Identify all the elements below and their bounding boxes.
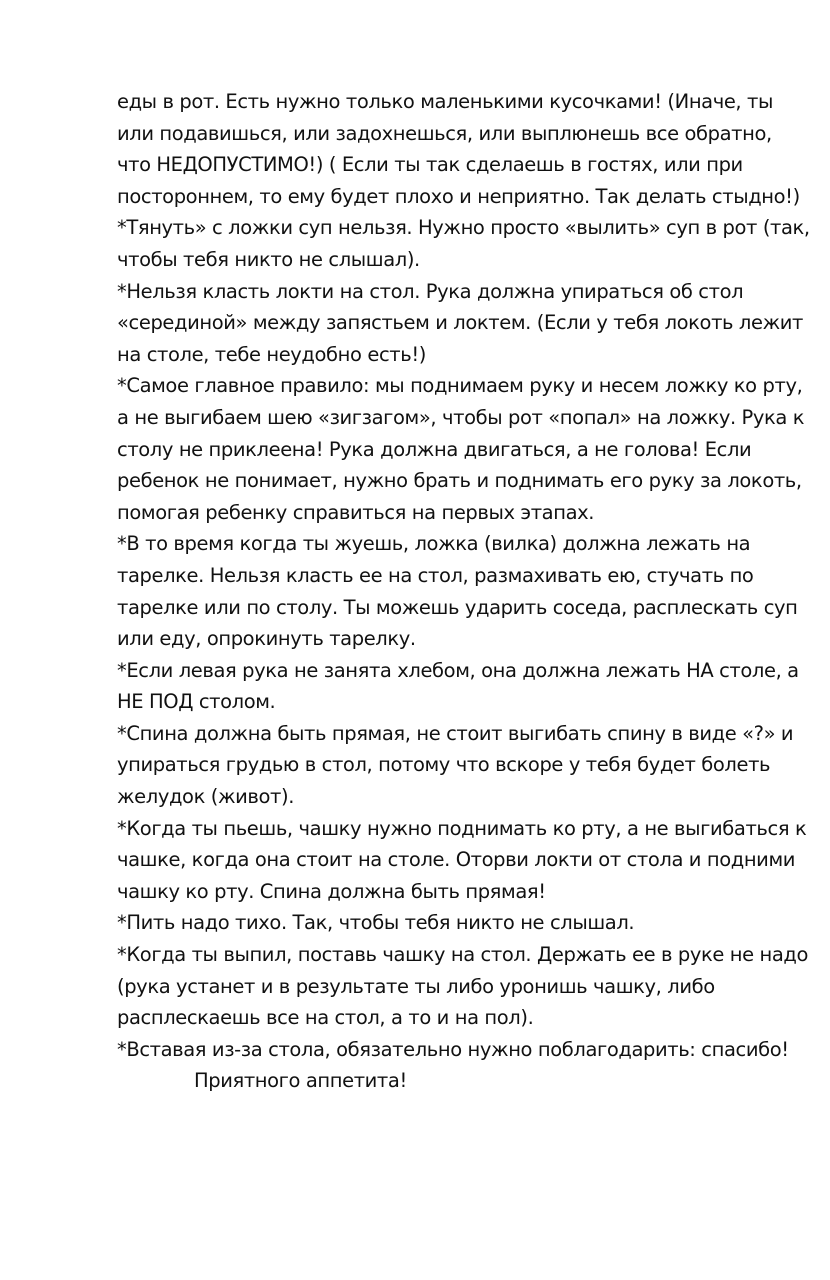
text-line: постороннем, то ему будет плохо и неприятно. Так делать стыдно!) bbox=[117, 184, 800, 208]
text-line: помогая ребенку справиться на первых этапах. bbox=[117, 500, 595, 524]
text-line: желудок (живот). bbox=[117, 785, 294, 809]
text-line: чтобы тебя никто не слышал). bbox=[117, 247, 420, 271]
text-line: что НЕДОПУСТИМО!) ( Если ты так сделаешь в гостях, или при bbox=[117, 153, 743, 177]
text-line: НЕ ПОД столом. bbox=[117, 690, 276, 714]
text-line: *В то время когда ты жуешь, ложка (вилка) должна лежать на bbox=[117, 532, 751, 556]
text-line: *Вставая из-за стола, обязательно нужно поблагодарить: спасибо! bbox=[117, 1037, 789, 1061]
text-line: *Спина должна быть прямая, не стоит выгибать спину в виде «?» и bbox=[117, 721, 794, 745]
text-line: *Тянуть» с ложки суп нельзя. Нужно просто «вылить» суп в рот (так, bbox=[117, 216, 810, 240]
text-line: чашке, когда она стоит на столе. Оторви локти от стола и подними bbox=[117, 848, 796, 872]
text-line: расплескаешь все на стол, а то и на пол). bbox=[117, 1006, 534, 1030]
text-line: ребенок не понимает, нужно брать и поднимать его руку за локоть, bbox=[117, 469, 802, 493]
text-line: или подавишься, или задохнешься, или выплюнешь все обратно, bbox=[117, 121, 772, 145]
text-line: а не выгибаем шею «зигзагом», чтобы рот «попал» на ложку. Рука к bbox=[117, 405, 805, 429]
text-line: (рука устанет и в результате ты либо уронишь чашку, либо bbox=[117, 974, 715, 998]
text-line: *Когда ты выпил, поставь чашку на стол. Держать ее в руке не надо bbox=[117, 943, 809, 967]
text-line: тарелке. Нельзя класть ее на стол, размахивать ею, стучать по bbox=[117, 563, 754, 587]
text-line: на столе, тебе неудобно есть!) bbox=[117, 342, 426, 366]
text-line: *Пить надо тихо. Так, чтобы тебя никто не слышал. bbox=[117, 911, 635, 935]
text-line: или еду, опрокинуть тарелку. bbox=[117, 627, 416, 651]
text-line: *Самое главное правило: мы поднимаем руку и несем ложку ко рту, bbox=[117, 374, 803, 398]
text-line: упираться грудью в стол, потому что вскоре у тебя будет болеть bbox=[117, 753, 771, 777]
text-line: столу не приклеена! Рука должна двигаться, а не голова! Если bbox=[117, 437, 752, 461]
text-line: *Нельзя класть локти на стол. Рука должна упираться об стол bbox=[117, 279, 744, 303]
text-line: чашку ко рту. Спина должна быть прямая! bbox=[117, 879, 546, 903]
text-line: *Когда ты пьешь, чашку нужно поднимать ко рту, а не выгибаться к bbox=[117, 816, 807, 840]
body-text bbox=[117, 86, 810, 1097]
text-line: «серединой» между запястьем и локтем. (Если у тебя локоть лежит bbox=[117, 311, 803, 335]
text-line: еды в рот. Есть нужно только маленькими кусочками! (Иначе, ты bbox=[117, 90, 773, 113]
closing-line: Приятного аппетита! bbox=[194, 1069, 407, 1093]
text-line: *Если левая рука не занята хлебом, она должна лежать НА столе, а bbox=[117, 658, 799, 682]
text-line: тарелке или по столу. Ты можешь ударить соседа, расплескать суп bbox=[117, 595, 798, 619]
